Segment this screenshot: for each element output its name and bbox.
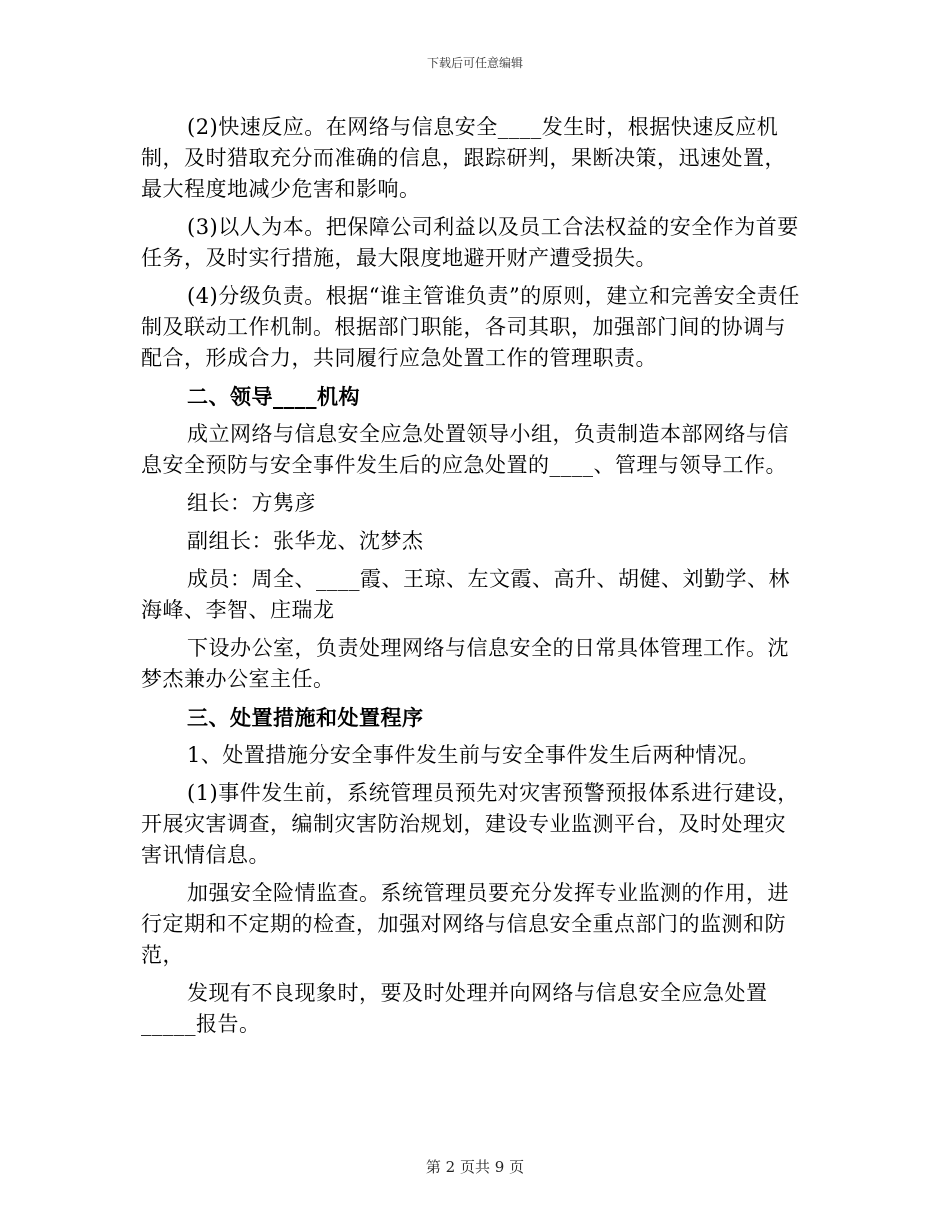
paragraph-members: 成员：周全、____霞、王琼、左文霞、高升、胡健、刘勤学、林海峰、李智、庄瑞龙 — [141, 567, 790, 622]
paragraph-report: 发现有不良现象时，要及时处理并向网络与信息安全应急处置_____报告。 — [141, 981, 768, 1036]
page-number: 第 2 页共 9 页 — [425, 1158, 525, 1176]
paragraph-office: 下设办公室，负责处理网络与信息安全的日常具体管理工作。沈梦杰兼办公室主任。 — [141, 636, 789, 691]
section-heading-leadership: 二、领导____机构 — [187, 384, 360, 409]
paragraph-measures-overview: 1、处置措施分安全事件发生前与安全事件发生后两种情况。 — [187, 743, 760, 767]
paragraph-inspection: 加强安全险情监查。系统管理员要充分发挥专业监测的作用，进行定期和不定期的检查，加强对网络与信息安全重点部门的监测和防范， — [141, 881, 789, 967]
paragraph-before-event: (1)事件发生前，系统管理员预先对灾害预警预报体系进行建设，开展灾害调查，编制灾害防治规划，建设专业监测平台，及时处理灾害讯情信息。 — [141, 781, 799, 867]
paragraph-quick-response: (2)快速反应。在网络与信息安全____发生时，根据快速反应机制，及时猎取充分而准确的信息，跟踪研判，果断决策，迅速处置，最大程度地减少危害和影响。 — [141, 115, 786, 201]
section-heading-measures: 三、处置措施和处置程序 — [187, 705, 424, 730]
paragraph-graded-responsibility: (4)分级负责。根据“谁主管谁负责”的原则，建立和完善安全责任制及联动工作机制。根据部门职能，各司其职，加强部门间的协调与配合，形成合力，共同履行应急处置工作的管理职责。 — [141, 284, 800, 370]
page-header: 下载后可任意编辑 — [426, 56, 523, 70]
line-group-leader: 组长：方隽彦 — [187, 491, 316, 515]
paragraph-leading-group: 成立网络与信息安全应急处置领导小组，负责制造本部网络与信息安全预防与安全事件发生后的应急处置的____、管理与领导工作。 — [141, 422, 789, 477]
paragraph-people-oriented: (3)以人为本。把保障公司利益以及员工合法权益的安全作为首要任务，及时实行措施，最大限度地避开财产遭受损失。 — [141, 215, 799, 270]
line-vice-leader: 副组长：张华龙、沈梦杰 — [187, 529, 424, 553]
document-body — [141, 112, 805, 1047]
